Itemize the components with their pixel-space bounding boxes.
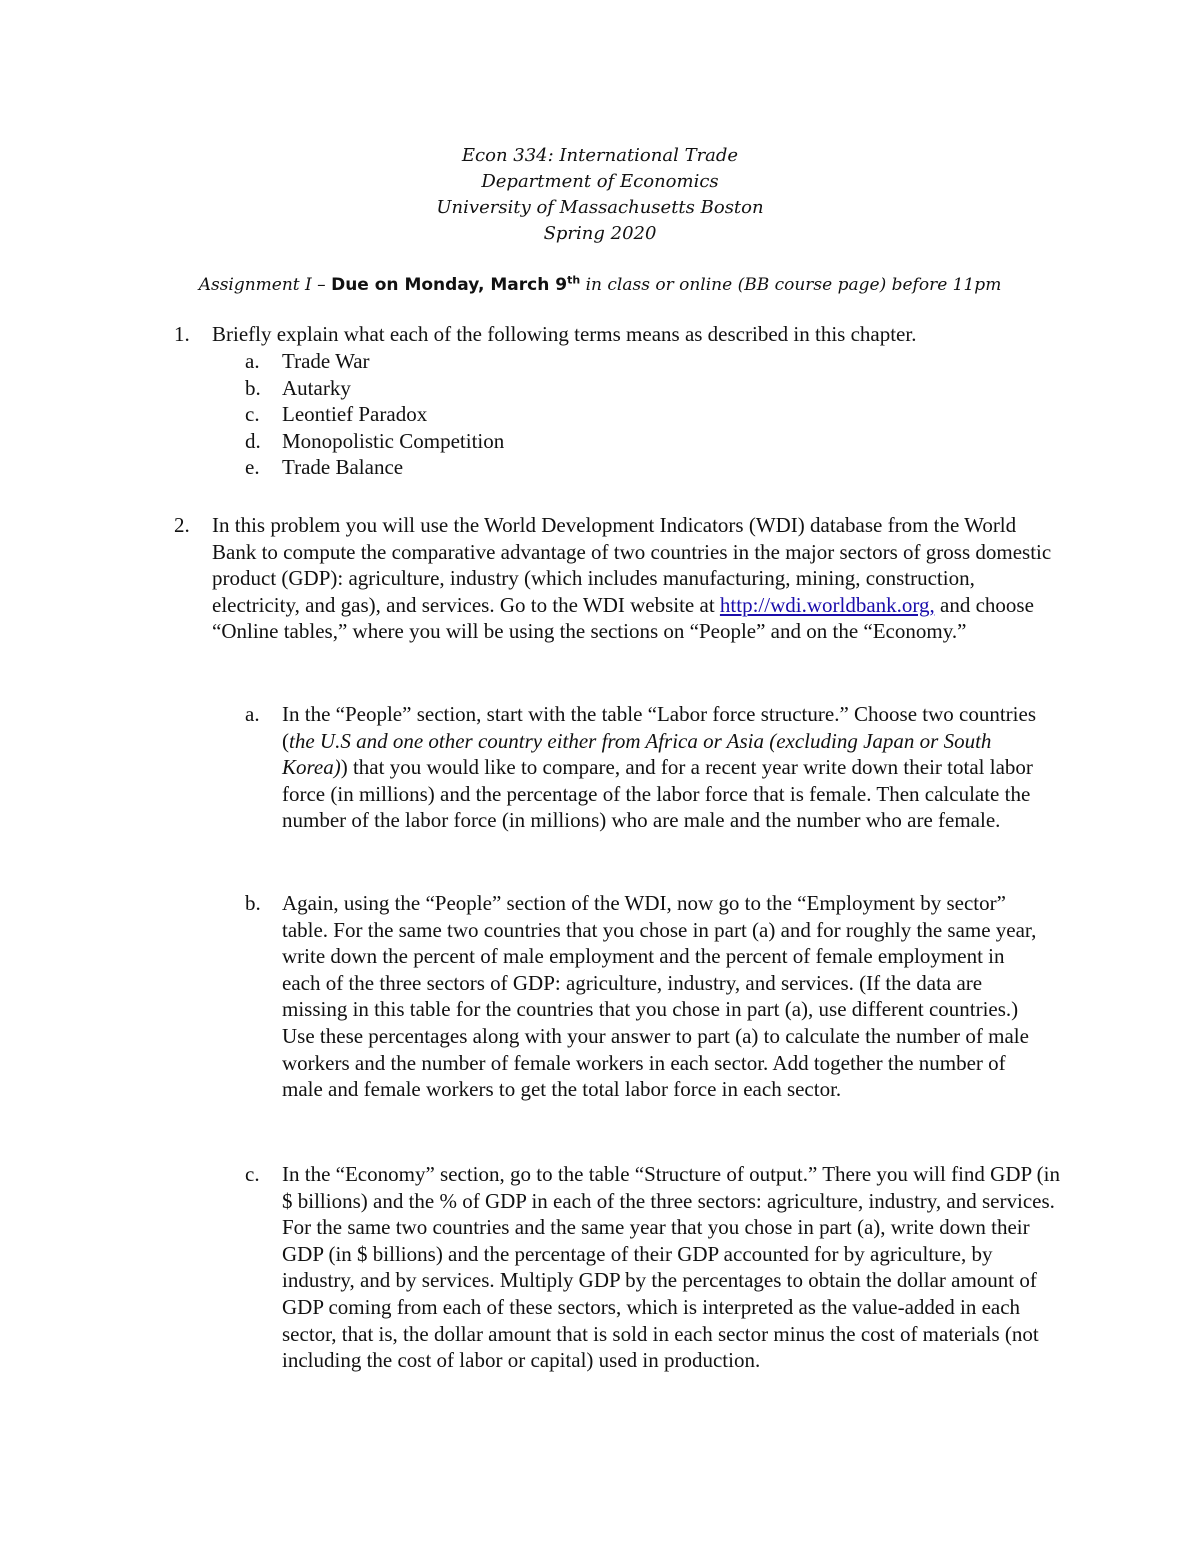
due-date-ordinal: th <box>567 273 581 287</box>
question-2-intro: In this problem you will use the World Development Indicators (WDI) database from the World Bank to compute the comparative advantage of two countries in the major sectors of gross domestic product (GDP): agriculture, industry (which includes manufacturing, mining, construction, electricity, and gas), and services. Go to the WDI website at <box>212 513 1052 617</box>
term-label: Spring 2020 <box>543 223 657 244</box>
question-1-number: 1. <box>174 322 190 346</box>
list-item-text: Trade War <box>282 349 370 373</box>
list-item-letter: d. <box>245 428 261 453</box>
question-2c-text: In the “Economy” section, go to the table “Structure of output.” There you will find GDP (in $ billions) and the % of GDP in each of the three sectors: agriculture, industry, and services. For the same two countries and the same year that you chose in part (a), write down their GDP (in $ billions) and the percentage of their GDP accounted for by agriculture, by industry, and by services. Multiply GDP by the percentages to obtain the dollar amount of GDP coming from each of these sectors, which is interpreted as the value-added in each sector, that is, the dollar amount that is sold in each sector minus the cost of materials (not including the cost of labor or capital) used in production. <box>282 1162 1060 1373</box>
due-date: Due on Monday, March 9 <box>331 275 568 295</box>
list-item-text: Monopolistic Competition <box>282 428 505 453</box>
department-name: Department of Economics <box>481 171 719 192</box>
document-header <box>0 143 1200 247</box>
course-title: Econ 334: International Trade <box>461 145 739 166</box>
list-item-letter: c. <box>245 402 260 427</box>
question-2-number: 2. <box>174 513 190 537</box>
question-2-instructions: and choose “Online tables,” where you will be using the sections on “People” and on the “Economy.” <box>212 592 1034 644</box>
question-2b-letter: b. <box>245 891 261 915</box>
assignment-due-line <box>0 272 1200 298</box>
submission-details: in class or online (BB course page) before 11pm <box>580 275 1002 295</box>
question-2a-letter: a. <box>245 702 260 726</box>
country-selection-note: the U.S and one other country either from Africa or Asia (excluding Japan or South Korea) <box>282 728 992 780</box>
assignment-label: Assignment I – <box>198 275 332 295</box>
question-2a-text <box>282 701 1042 834</box>
question-2c-letter: c. <box>245 1162 260 1186</box>
question-2b-text: Again, using the “People” section of the WDI, now go to the “Employment by sector” table. For the same two countries that you chose in part (a) and for roughly the same year, write down the percent of male employment and the percent of female employment in each of the three sectors of GDP: agriculture, industry, and services. (If the data are missing in this table for the countries that you chose in part (a), use different countries.) Use these percentages along with your answer to part (a) to calculate the number of male workers and the number of female workers in each sector. Add together the number of male and female workers to get the total labor force in each sector. <box>282 891 1037 1102</box>
question-1-text: Briefly explain what each of the following terms means as described in this chapter. <box>212 322 917 346</box>
list-item-letter: a. <box>245 349 260 373</box>
list-item-text: Autarky <box>282 375 351 400</box>
list-item-text: Leontief Paradox <box>282 402 428 427</box>
list-item-text: Trade Balance <box>282 455 404 480</box>
list-item-letter: e. <box>245 455 260 480</box>
question-2-text <box>212 512 1052 645</box>
list-item-letter: b. <box>245 375 261 400</box>
question-2a-text-start: In the “People” section, start with the table “Labor force structure.” Choose two countries ( <box>282 702 1036 753</box>
question-2a-text-end: ) that you would like to compare, and for a recent year write down their total labor force (in millions) and the percentage of the labor force that is female. Then calculate the number of the labor force (in millions) who are male and the number who are female. <box>282 755 1033 833</box>
university-name: University of Massachusetts Boston <box>436 197 764 218</box>
wdi-website-link[interactable]: http://wdi.worldbank.org, <box>719 592 935 617</box>
